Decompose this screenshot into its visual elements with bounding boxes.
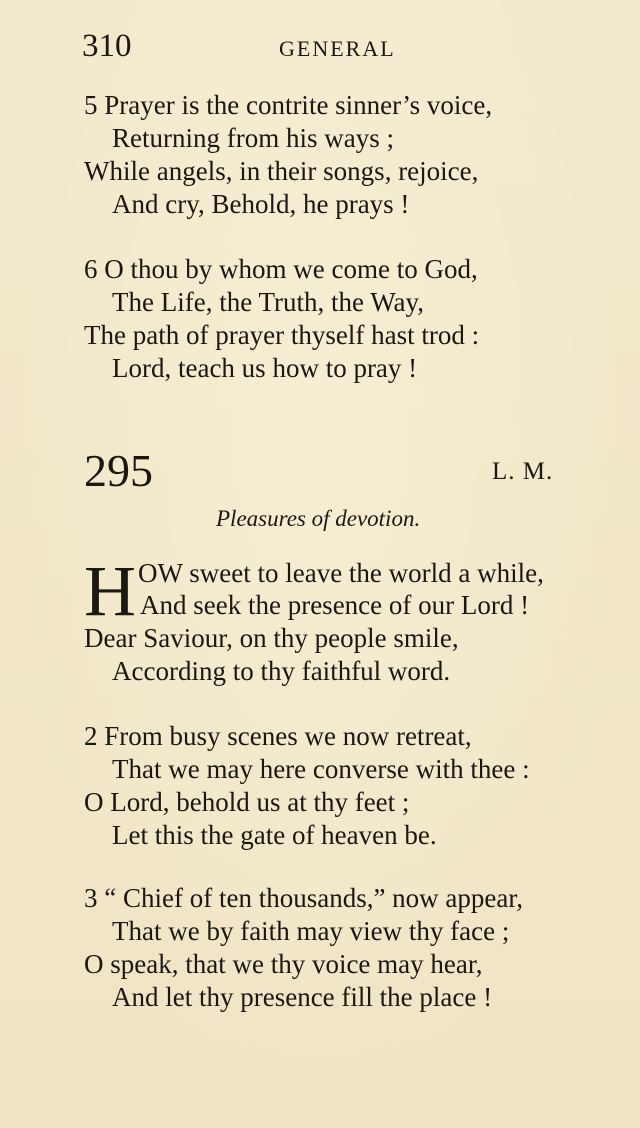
verse3-line3: O speak, that we thy voice may hear, <box>84 949 483 979</box>
verse2-line4: Let this the gate of heaven be. <box>112 820 437 850</box>
previous-hymn-verse5-line3: While angels, in their songs, rejoice, <box>84 156 479 186</box>
verse1-line1: OW sweet to leave the world a while, <box>138 558 544 588</box>
previous-hymn-verse6-line4: Lord, teach us how to pray ! <box>112 353 418 383</box>
verse3-line2: That we by faith may view thy face ; <box>112 916 510 946</box>
verse2-line1: 2 From busy scenes we now retreat, <box>84 721 472 751</box>
verse3-line4: And let thy presence fill the place ! <box>112 982 493 1012</box>
verse1-line3: Dear Saviour, on thy people smile, <box>84 623 459 653</box>
verse1-line2: And seek the presence of our Lord ! <box>140 590 530 620</box>
verse2-line3: O Lord, behold us at thy feet ; <box>84 787 410 817</box>
hymn-number: 295 <box>84 445 153 496</box>
previous-hymn-verse6-line1: 6 O thou by whom we come to God, <box>84 254 478 284</box>
hymn-meter: L. M. <box>492 458 554 485</box>
hymn-subtitle: Pleasures of devotion. <box>216 506 421 531</box>
page-number: 310 <box>82 28 132 64</box>
previous-hymn-verse6-line3: The path of prayer thyself hast trod : <box>84 320 480 350</box>
drop-cap: H <box>84 551 136 631</box>
previous-hymn-verse5-line4: And cry, Behold, he prays ! <box>112 189 410 219</box>
verse3-line1: 3 “ Chief of ten thousands,” now appear, <box>84 883 524 913</box>
verse2-line2: That we may here converse with thee : <box>112 754 530 784</box>
previous-hymn-verse5-line2: Returning from his ways ; <box>112 123 394 153</box>
verse1-line4: According to thy faithful word. <box>112 656 451 686</box>
previous-hymn-verse5-line1: 5 Prayer is the contrite sinner’s voice, <box>84 90 493 120</box>
section-title: GENERAL <box>279 36 396 61</box>
previous-hymn-verse6-line2: The Life, the Truth, the Way, <box>112 287 425 317</box>
